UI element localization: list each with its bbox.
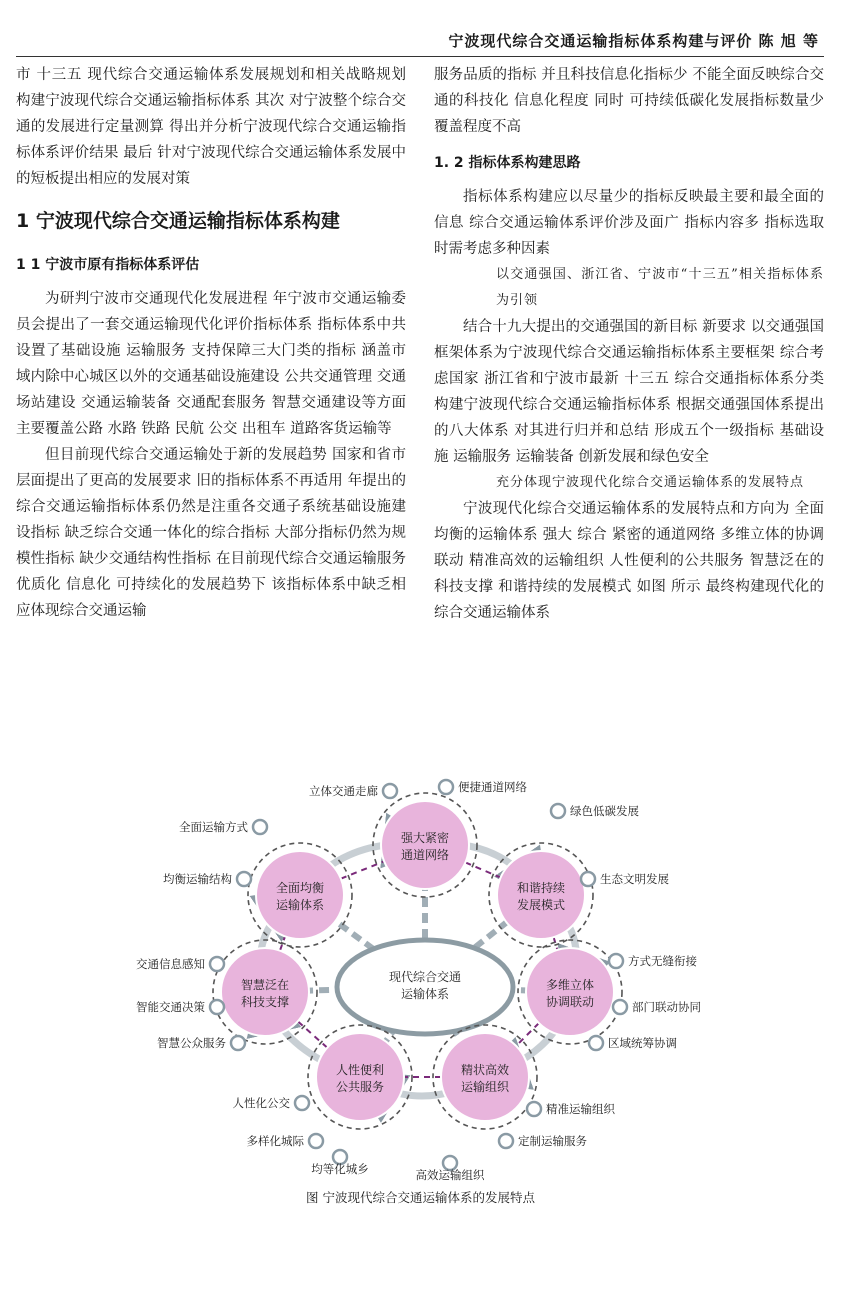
running-header: 宁波现代综合交通运输指标体系构建与评价 陈 旭 等 — [448, 32, 819, 50]
tag-marker — [589, 1036, 603, 1050]
tag-marker — [210, 957, 224, 971]
principle-item: 充分体现宁波现代化综合交通运输体系的发展特点 — [496, 475, 805, 490]
center-label: 现代综合交通 — [388, 970, 462, 984]
feature-node — [316, 1033, 404, 1121]
paragraph: 市 十三五 现代综合交通运输体系发展规划和相关战略规划 构建宁波现代综合交通运输指标体系 其次 对宁波整个综合交通的发展进行定量测算 得出并分析宁波现代综合交通运输指标体系评价结果 最后 针对宁波现代综合交通运输体系发展中的短板提出相应的发展对策 — [16, 67, 406, 187]
feature-tag-label: 全面运输方式 — [179, 820, 248, 834]
feature-tag-label: 智慧公众服务 — [157, 1036, 226, 1050]
feature-tag-label: 多样化城际 — [246, 1134, 304, 1148]
paragraph: 结合十九大提出的交通强国的新目标 新要求 以交通强国框架体系为宁波现代综合交通运输指标体系主要框架 综合考虑国家 浙江省和宁波市最新 十三五 综合交通指标体系分类 构建宁波现代综合交通运输指标体系 根据交通强国体系提出的八大体系 对其进行归并和总结 形成五个一级指标 基础设施 运输服务 运输装备 创新发展和绿色安全 — [434, 319, 824, 465]
tag-marker — [210, 1000, 224, 1014]
feature-tag-label: 均衡运输结构 — [163, 872, 232, 886]
feature-node-label: 协调联动 — [545, 995, 595, 1009]
feature-tag-label: 高效运输组织 — [415, 1168, 485, 1182]
tag-marker — [613, 1000, 627, 1014]
feature-tag-label: 智能交通决策 — [136, 1000, 205, 1014]
feature-node — [381, 801, 469, 889]
feature-node-label: 运输组织 — [460, 1080, 510, 1094]
left-column — [16, 62, 406, 624]
principle-item: 以交通强国、浙江省、宁波市“十三五”相关指标体系为引领 — [496, 267, 824, 308]
feature-tag-label: 精准运输组织 — [546, 1102, 615, 1116]
feature-tag-label: 定制运输服务 — [518, 1134, 587, 1148]
feature-node — [221, 948, 309, 1036]
feature-node-label: 发展模式 — [516, 898, 566, 912]
feature-tag-label: 交通信息感知 — [136, 957, 205, 971]
feature-tag-label: 便捷通道网络 — [458, 780, 527, 794]
section-heading: 1 宁波现代综合交通运输指标体系构建 — [16, 210, 340, 232]
subsection-heading: 1 1 宁波市原有指标体系评估 — [16, 257, 200, 273]
tag-marker — [581, 872, 595, 886]
paragraph: 为研判宁波市交通现代化发展进程 年宁波市交通运输委员会提出了一套交通运输现代化评价指标体系 指标体系中共设置了基础设施 运输服务 支持保障三大门类的指标 涵盖市域内除中心城区以外的交通基础设施建设 公共交通管理 交通场站建设 交通运输装备 交通配套服务 智慧交通建设等方面 主要覆盖公路 水路 铁路 民航 公交 出租车 道路客货运输等 — [16, 291, 406, 437]
figure-caption: 图 宁波现代综合交通运输体系的发展特点 — [306, 1190, 535, 1205]
tag-marker — [253, 820, 267, 834]
feature-tag-label: 方式无缝衔接 — [628, 954, 697, 968]
feature-node-label: 全面均衡 — [275, 881, 325, 895]
feature-tag-label: 人性化公交 — [232, 1096, 290, 1110]
feature-node-label: 精状高效 — [460, 1063, 510, 1077]
feature-tag-label: 生态文明发展 — [600, 872, 669, 886]
subsection-heading: 1. 2 指标体系构建思路 — [434, 155, 581, 171]
tag-marker — [295, 1096, 309, 1110]
feature-node — [256, 851, 344, 939]
feature-node-label: 智慧泛在 — [240, 978, 290, 992]
feature-node — [526, 948, 614, 1036]
feature-node-label: 运输体系 — [275, 898, 325, 912]
tag-marker — [551, 804, 565, 818]
tag-marker — [609, 954, 623, 968]
tag-marker — [309, 1134, 323, 1148]
feature-node-label: 多维立体 — [545, 978, 595, 992]
feature-node-label: 和谐持续 — [516, 881, 566, 895]
feature-node-label: 通道网络 — [400, 848, 450, 862]
tag-marker — [527, 1102, 541, 1116]
feature-node-label: 科技支撑 — [240, 995, 290, 1009]
paragraph: 指标体系构建应以尽量少的指标反映最主要和最全面的信息 综合交通运输体系评价涉及面广 指标内容多 指标选取时需考虑多种因素 — [434, 189, 824, 257]
feature-node-label: 强大紧密 — [400, 831, 450, 845]
right-column — [434, 62, 824, 626]
feature-node — [497, 851, 585, 939]
center-label: 运输体系 — [400, 987, 450, 1001]
figure-diagram — [0, 755, 841, 1200]
tag-marker — [439, 780, 453, 794]
feature-tag-label: 均等化城乡 — [311, 1162, 369, 1176]
development-features-figure — [0, 755, 841, 1200]
header-rule — [16, 56, 824, 57]
feature-tag-label: 部门联动协同 — [632, 1000, 701, 1014]
paragraph: 但目前现代综合交通运输处于新的发展趋势 国家和省市层面提出了更高的发展要求 旧的指标体系不再适用 年提出的综合交通运输指标体系仍然是注重各交通子系统基础设施建设指标 缺乏综合交通一体化的综合指标 大部分指标仍然为规模性指标 缺少交通结构性指标 在目前现代综合交通运输服务优质化 信息化 可持续化的发展趋势下 该指标体系中缺乏相应体现综合交通运输 — [16, 447, 406, 619]
feature-node-label: 人性便利 — [335, 1063, 385, 1077]
paragraph: 服务品质的指标 并且科技信息化指标少 不能全面反映综合交通的科技化 信息化程度 同时 可持续低碳化发展指标数量少 覆盖程度不高 — [434, 67, 824, 135]
paragraph: 宁波现代化综合交通运输体系的发展特点和方向为 全面均衡的运输体系 强大 综合 紧密的通道网络 多维立体的协调联动 精准高效的运输组织 人性便利的公共服务 智慧泛在的科技支撑 和谐持续的发展模式 如图 所示 最终构建现代化的综合交通运输体系 — [434, 501, 824, 621]
tag-marker — [231, 1036, 245, 1050]
feature-tag-label: 区域统筹协调 — [608, 1036, 677, 1050]
feature-tag-label: 绿色低碳发展 — [570, 804, 639, 818]
tag-marker — [499, 1134, 513, 1148]
feature-node — [441, 1033, 529, 1121]
tag-marker — [383, 784, 397, 798]
feature-node-label: 公共服务 — [335, 1080, 385, 1094]
tag-marker — [237, 872, 251, 886]
feature-tag-label: 立体交通走廊 — [309, 784, 378, 798]
